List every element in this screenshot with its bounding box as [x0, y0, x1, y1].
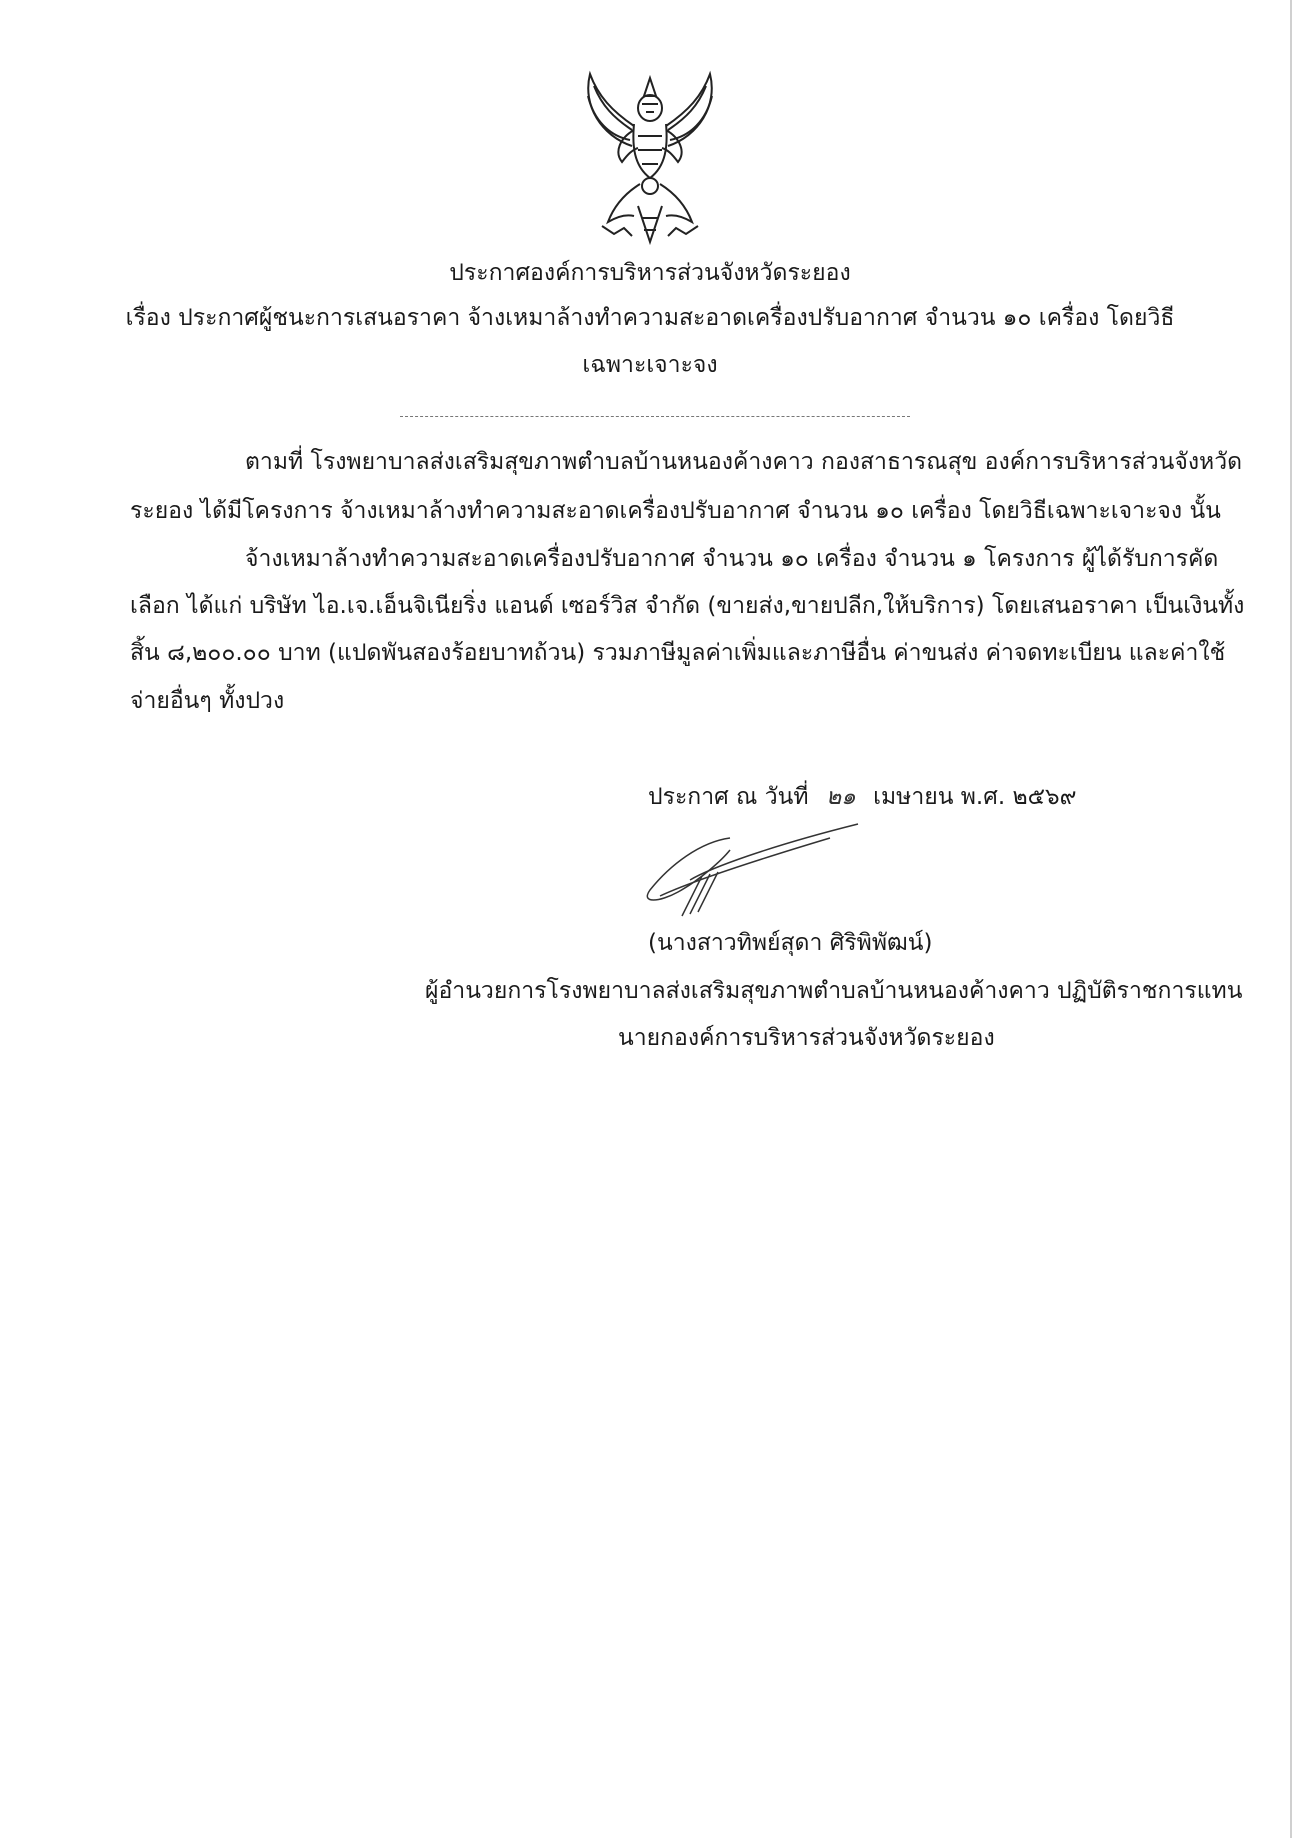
date-day: ๒๑	[825, 784, 856, 810]
date-prefix: ประกาศ ณ วันที่	[648, 784, 809, 810]
body-para1-line1: ตามที่ โรงพยาบาลส่งเสริมสุขภาพตำบลบ้านหนองค้างคาว กองสาธารณสุข องค์การบริหารส่วนจังหวัด	[245, 449, 1243, 475]
body-para1-line2: ระยอง ได้มีโครงการ จ้างเหมาล้างทำความสะอาดเครื่องปรับอากาศ จำนวน ๑๐ เครื่อง โดยวิธีเฉพาะเจาะจง นั้น	[130, 498, 1221, 524]
handwritten-signature-icon	[630, 820, 890, 920]
body-para2-line3: สิ้น ๘,๒๐๐.๐๐ บาท (แปดพันสองร้อยบาทถ้วน) รวมภาษีมูลค่าเพิ่มและภาษีอื่น ค่าขนส่ง ค่าจดทะเบียน และค่าใช้	[130, 640, 1226, 666]
separator-line	[400, 416, 910, 417]
signatory-name: (นางสาวทิพย์สุดา ศิริพิพัฒน์)	[648, 930, 933, 956]
signatory-position-line1: ผู้อำนวยการโรงพยาบาลส่งเสริมสุขภาพตำบลบ้านหนองค้างคาว ปฏิบัติราชการแทน	[425, 978, 1243, 1004]
body-para2-line4: จ่ายอื่นๆ ทั้งปวง	[130, 688, 285, 714]
subject-line-2: เฉพาะเจาะจง	[582, 352, 718, 378]
signatory-position-line2: นายกองค์การบริหารส่วนจังหวัดระยอง	[618, 1025, 995, 1051]
subject-line-1: เรื่อง ประกาศผู้ชนะการเสนอราคา จ้างเหมาล้างทำความสะอาดเครื่องปรับอากาศ จำนวน ๑๐ เครื่อง โดยวิธี	[125, 305, 1175, 331]
garuda-emblem-icon	[562, 66, 738, 246]
date-month-year: เมษายน พ.ศ. ๒๕๖๙	[873, 784, 1077, 810]
announcement-title: ประกาศองค์การบริหารส่วนจังหวัดระยอง	[449, 260, 851, 286]
body-para2-line2: เลือก ได้แก่ บริษัท ไอ.เจ.เอ็นจิเนียริ่ง แอนด์ เซอร์วิส จำกัด (ขายส่ง,ขายปลีก,ให้บริการ) โดยเสนอราคา เป็นเงินทั้ง	[130, 593, 1245, 619]
announcement-date	[648, 782, 1076, 812]
body-para2-line1: จ้างเหมาล้างทำความสะอาดเครื่องปรับอากาศ จำนวน ๑๐ เครื่อง จำนวน ๑ โครงการ ผู้ได้รับการคัด	[245, 546, 1219, 572]
